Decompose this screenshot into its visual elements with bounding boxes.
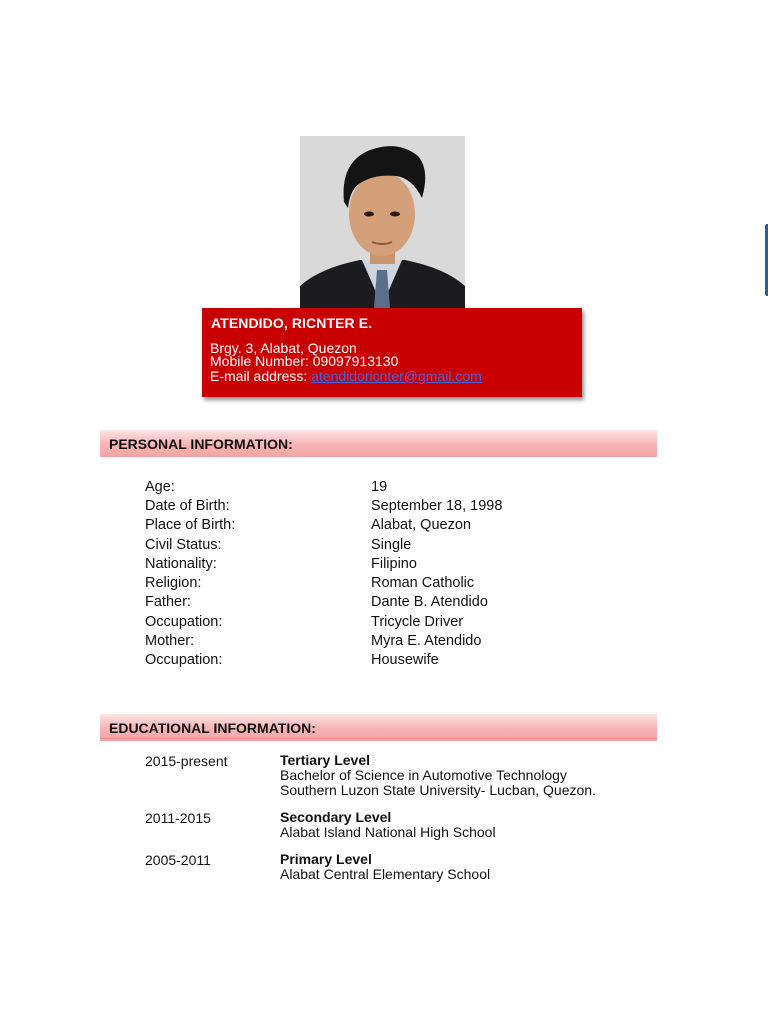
info-label: Occupation: <box>145 652 223 668</box>
header-contact-box <box>202 308 582 397</box>
education-info-header <box>100 714 657 741</box>
education-years: 2011-2015 <box>145 810 211 826</box>
info-value: Dante B. Atendido <box>371 594 488 610</box>
address-line: Brgy. 3, Alabat, Quezon <box>210 340 357 356</box>
info-label: Religion: <box>145 575 202 591</box>
info-label: Occupation: <box>145 614 223 630</box>
info-label: Mother: <box>145 633 195 649</box>
profile-photo <box>300 136 465 308</box>
education-degree: Bachelor of Science in Automotive Technology <box>280 767 567 783</box>
education-school: Southern Luzon State University- Lucban, Quezon. <box>280 781 596 798</box>
mobile-label: Mobile Number: <box>210 353 313 369</box>
email-label: E-mail address: <box>210 368 312 384</box>
info-value: Alabat, Quezon <box>371 517 471 533</box>
info-value: Roman Catholic <box>371 575 475 591</box>
mobile-line <box>210 354 398 368</box>
info-label: Place of Birth: <box>145 517 236 533</box>
personal-info-header <box>100 430 657 457</box>
info-value: September 18, 1998 <box>371 498 503 514</box>
education-details <box>280 753 596 797</box>
education-level: Tertiary Level <box>280 752 371 768</box>
education-details <box>280 810 496 840</box>
info-label: Nationality: <box>145 556 217 572</box>
info-value: Single <box>371 537 412 553</box>
applicant-name: ATENDIDO, RICNTER E. <box>211 315 373 331</box>
personal-info-title: PERSONAL INFORMATION: <box>109 436 293 452</box>
email-link[interactable]: atendidoricnter@gmail.com <box>311 368 482 384</box>
education-years: 2005-2011 <box>145 852 211 868</box>
education-level: Secondary Level <box>280 809 392 825</box>
info-value: Filipino <box>371 556 417 572</box>
info-label: Date of Birth: <box>145 498 230 514</box>
info-label: Civil Status: <box>145 537 222 553</box>
mobile-value: 09097913130 <box>312 353 399 369</box>
education-school: Alabat Island National High School <box>280 824 496 840</box>
education-details <box>280 852 490 882</box>
education-years: 2015-present <box>145 753 228 769</box>
education-school: Alabat Central Elementary School <box>280 866 491 882</box>
section-divider <box>100 738 657 739</box>
info-value: Myra E. Atendido <box>371 633 482 649</box>
info-label: Age: <box>145 479 175 495</box>
info-value: Housewife <box>371 652 439 668</box>
education-info-title: EDUCATIONAL INFORMATION: <box>109 720 316 736</box>
info-value: 19 <box>371 479 388 495</box>
info-label: Father: <box>145 594 191 610</box>
info-value: Tricycle Driver <box>371 614 464 630</box>
education-level: Primary Level <box>280 851 372 867</box>
person-photo-icon <box>300 136 465 308</box>
email-line <box>210 369 482 383</box>
